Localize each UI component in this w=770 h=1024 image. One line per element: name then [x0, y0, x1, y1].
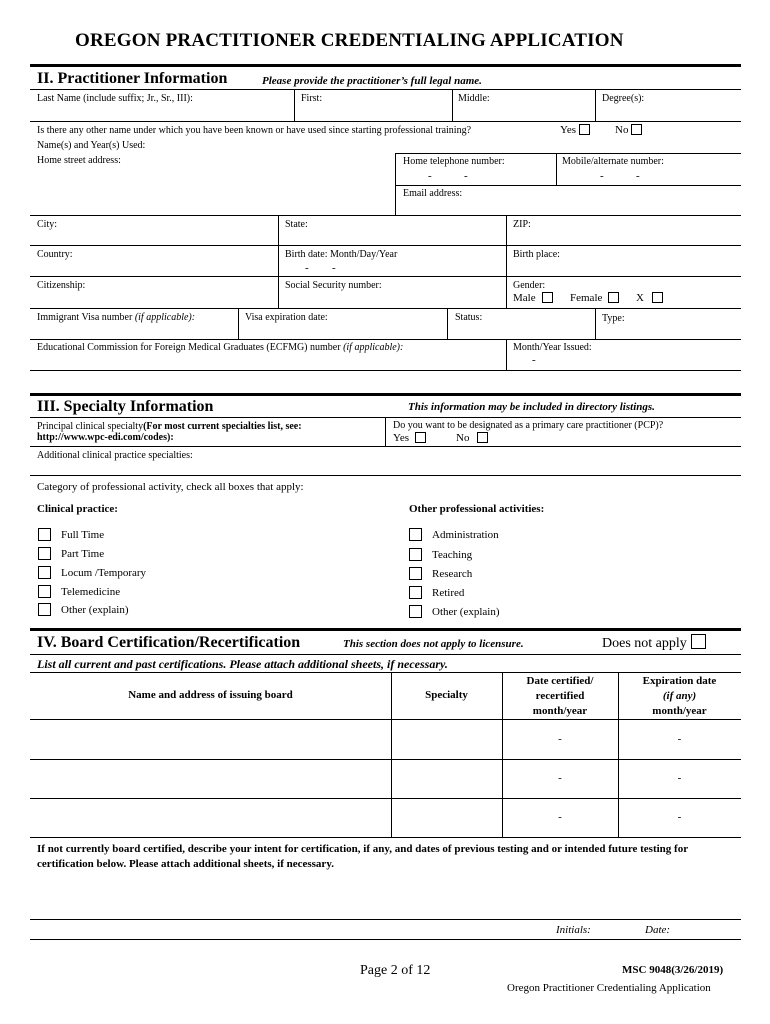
divider — [30, 837, 741, 838]
other-activity-label: Retired — [432, 586, 465, 599]
visa-status-label: Status: — [455, 312, 483, 323]
clinical-item-label: Telemedicine — [61, 585, 121, 598]
divider — [278, 215, 279, 309]
form-name: Oregon Practitioner Credentialing Application — [507, 982, 711, 994]
section-2-heading: II. Practitioner Information — [37, 70, 228, 87]
exp-date-dash: - — [677, 733, 682, 745]
divider — [30, 308, 741, 309]
visa-type-label: Type: — [602, 313, 625, 324]
checkbox[interactable] — [409, 567, 422, 580]
visa-number-text: Immigrant Visa number — [37, 312, 133, 323]
month-year-issued-label: Month/Year Issued: — [513, 342, 592, 353]
checkbox[interactable] — [38, 528, 51, 541]
divider — [30, 798, 741, 799]
yes-label: Yes — [393, 432, 410, 444]
checkbox[interactable] — [409, 605, 422, 618]
divider — [395, 185, 741, 186]
divider — [595, 89, 596, 121]
principal-bold-text: (For most current specialties list, see: — [143, 421, 302, 432]
divider — [294, 89, 295, 121]
divider — [595, 308, 596, 339]
col-expiration-header — [618, 674, 741, 719]
divider — [30, 393, 741, 396]
clinical-item-label: Full Time — [61, 528, 105, 541]
checkbox[interactable] — [409, 548, 422, 561]
gender-female — [570, 292, 619, 304]
checkbox[interactable] — [38, 585, 51, 598]
does-not-apply-label: Does not apply — [602, 636, 687, 651]
section-3-note: This information may be included in directory listings. — [408, 401, 655, 413]
divider — [30, 446, 741, 447]
intent-note: If not currently board certified, describe your intent for certification, if any, and dates of previous testing and or intended future testing for certification below. Please attach additional sheets, if necessary. — [37, 843, 688, 870]
col-board-header: Name and address of issuing board — [128, 689, 293, 701]
other-activity-label: Administration — [432, 528, 499, 541]
section-4-heading: IV. Board Certification/Recertification — [37, 634, 301, 651]
additional-specialties-label: Additional clinical practice specialties: — [37, 450, 193, 461]
divider — [30, 121, 741, 122]
divider — [506, 339, 507, 370]
clinical-practice-heading: Clinical practice: — [37, 503, 118, 515]
header-line: month/year — [652, 705, 707, 717]
header-line: Expiration date — [642, 675, 717, 687]
divider — [30, 475, 741, 476]
col-certified-header — [502, 674, 618, 719]
other-name-no-checkbox[interactable] — [631, 124, 642, 135]
clinical-item[interactable] — [38, 528, 104, 541]
other-activity-item[interactable] — [409, 548, 472, 561]
checkbox[interactable] — [38, 566, 51, 579]
mobile-label: Mobile/alternate number: — [562, 156, 664, 167]
state-label: State: — [285, 219, 308, 230]
citizenship-label: Citizenship: — [37, 280, 86, 291]
no-label: No — [456, 432, 470, 444]
checkbox[interactable] — [409, 528, 422, 541]
other-activities-heading: Other professional activities: — [409, 503, 545, 515]
other-name-yes-checkbox[interactable] — [579, 124, 590, 135]
gender-male — [513, 292, 553, 304]
other-activity-item[interactable] — [409, 605, 500, 618]
other-name-question: Is there any other name under which you have been known or have used since starting professional training? — [37, 125, 472, 136]
female-checkbox[interactable] — [608, 292, 619, 303]
zip-label: ZIP: — [513, 219, 531, 230]
divider — [30, 89, 741, 90]
form-code: MSC 9048(3/26/2019) — [622, 964, 724, 976]
divider — [385, 417, 386, 446]
exp-date-dash: - — [677, 772, 682, 784]
divider — [30, 64, 741, 67]
other-name-yes — [560, 124, 590, 136]
divider — [506, 215, 507, 309]
other-activity-label: Teaching — [432, 548, 473, 561]
email-label: Email address: — [403, 188, 463, 199]
dash: - — [600, 170, 604, 182]
divider — [395, 153, 741, 154]
pcp-yes — [393, 432, 426, 444]
divider — [238, 308, 239, 339]
clinical-item-label: Part Time — [61, 547, 105, 560]
visa-exp-label: Visa expiration date: — [245, 312, 328, 323]
col-specialty-header: Specialty — [425, 689, 468, 701]
does-not-apply-checkbox[interactable] — [691, 634, 706, 649]
divider — [30, 939, 741, 940]
yes-label: Yes — [560, 124, 577, 136]
pcp-no-checkbox[interactable] — [477, 432, 488, 443]
other-activity-item[interactable] — [409, 586, 464, 599]
x-checkbox[interactable] — [652, 292, 663, 303]
birth-place-label: Birth place: — [513, 249, 560, 260]
clinical-item[interactable] — [38, 566, 146, 579]
divider — [30, 759, 741, 760]
principal-text: Principal clinical specialty — [37, 421, 144, 432]
dash: - — [332, 262, 336, 274]
visa-number-label — [37, 312, 195, 323]
cert-date-dash: - — [558, 733, 562, 745]
header-line: (if any) — [662, 690, 697, 702]
category-label: Category of professional activity, check all boxes that apply: — [37, 481, 304, 493]
principal-specialty-label — [37, 421, 302, 432]
divider — [30, 215, 741, 216]
dash: - — [532, 354, 536, 366]
pcp-no — [456, 432, 488, 444]
no-label: No — [615, 124, 629, 136]
middle-name-label: Middle: — [458, 93, 490, 104]
dash: - — [636, 170, 640, 182]
header-line: Date certified/ — [526, 675, 594, 687]
header-line: recertified — [535, 690, 585, 702]
exp-date-dash: - — [677, 811, 682, 823]
section-4-note: This section does not apply to licensure. — [343, 638, 524, 650]
page-number: Page 2 of 12 — [360, 963, 431, 978]
city-label: City: — [37, 219, 58, 230]
checkbox[interactable] — [38, 547, 51, 560]
home-street-label: Home street address: — [37, 155, 121, 166]
divider — [447, 308, 448, 339]
divider — [30, 654, 741, 655]
divider — [30, 276, 741, 277]
checkbox[interactable] — [38, 603, 51, 616]
birth-date-label: Birth date: Month/Day/Year — [285, 249, 398, 260]
clinical-item[interactable] — [38, 585, 120, 598]
initials-label: Initials: — [556, 924, 591, 936]
other-activity-label: Other (explain) — [432, 605, 500, 618]
divider — [30, 919, 741, 920]
other-activity-label: Research — [432, 567, 473, 580]
header-line: month/year — [532, 705, 588, 717]
does-not-apply — [602, 634, 706, 652]
degrees-label: Degree(s): — [602, 93, 645, 104]
section-3-heading: III. Specialty Information — [37, 398, 214, 415]
home-phone-label: Home telephone number: — [403, 156, 505, 167]
date-label: Date: — [645, 924, 671, 936]
male-checkbox[interactable] — [542, 292, 553, 303]
last-name-label: Last Name (include suffix; Jr., Sr., III): — [37, 93, 193, 104]
divider — [30, 370, 741, 371]
gender-label: Gender: — [513, 280, 546, 291]
x-label: X — [636, 292, 644, 304]
cert-date-dash: - — [558, 772, 562, 784]
male-label: Male — [513, 292, 536, 304]
certifications-note: List all current and past certifications. Please attach additional sheets, if necessary. — [37, 657, 448, 671]
ecfmg-text: Educational Commission for Foreign Medical Graduates (ECFMG) number — [37, 342, 341, 353]
form-title: OREGON PRACTITIONER CREDENTIALING APPLICATION — [75, 30, 624, 51]
divider — [30, 339, 741, 340]
divider — [30, 245, 741, 246]
female-label: Female — [570, 292, 603, 304]
principal-url: http://www.wpc-edi.com/codes): — [37, 432, 174, 443]
dash: - — [428, 170, 432, 182]
ssn-label: Social Security number: — [285, 280, 382, 291]
divider — [30, 672, 741, 673]
divider — [30, 719, 741, 720]
if-applicable-text: (if applicable): — [343, 342, 404, 353]
if-applicable-text: (if applicable): — [134, 312, 196, 323]
names-used-label: Name(s) and Year(s) Used: — [37, 140, 146, 151]
divider — [556, 153, 557, 185]
country-label: Country: — [37, 249, 73, 260]
dash: - — [464, 170, 468, 182]
clinical-item-label: Locum /Temporary — [61, 566, 147, 579]
clinical-item[interactable] — [38, 547, 104, 560]
dash: - — [305, 262, 309, 274]
clinical-item[interactable] — [38, 603, 129, 616]
clinical-item-label: Other (explain) — [61, 603, 129, 616]
first-name-label: First: — [301, 93, 323, 104]
divider — [452, 89, 453, 121]
section-2-note: Please provide the practitioner’s full legal name. — [262, 75, 482, 87]
other-name-no — [615, 124, 642, 136]
pcp-yes-checkbox[interactable] — [415, 432, 426, 443]
divider — [395, 153, 396, 215]
other-activity-item[interactable] — [409, 528, 499, 541]
ecfmg-label — [37, 342, 403, 353]
cert-date-dash: - — [558, 811, 562, 823]
gender-x — [636, 292, 663, 304]
other-activity-item[interactable] — [409, 567, 472, 580]
pcp-question: Do you want to be designated as a primary care practitioner (PCP)? — [393, 420, 664, 431]
divider — [30, 628, 741, 631]
checkbox[interactable] — [409, 586, 422, 599]
